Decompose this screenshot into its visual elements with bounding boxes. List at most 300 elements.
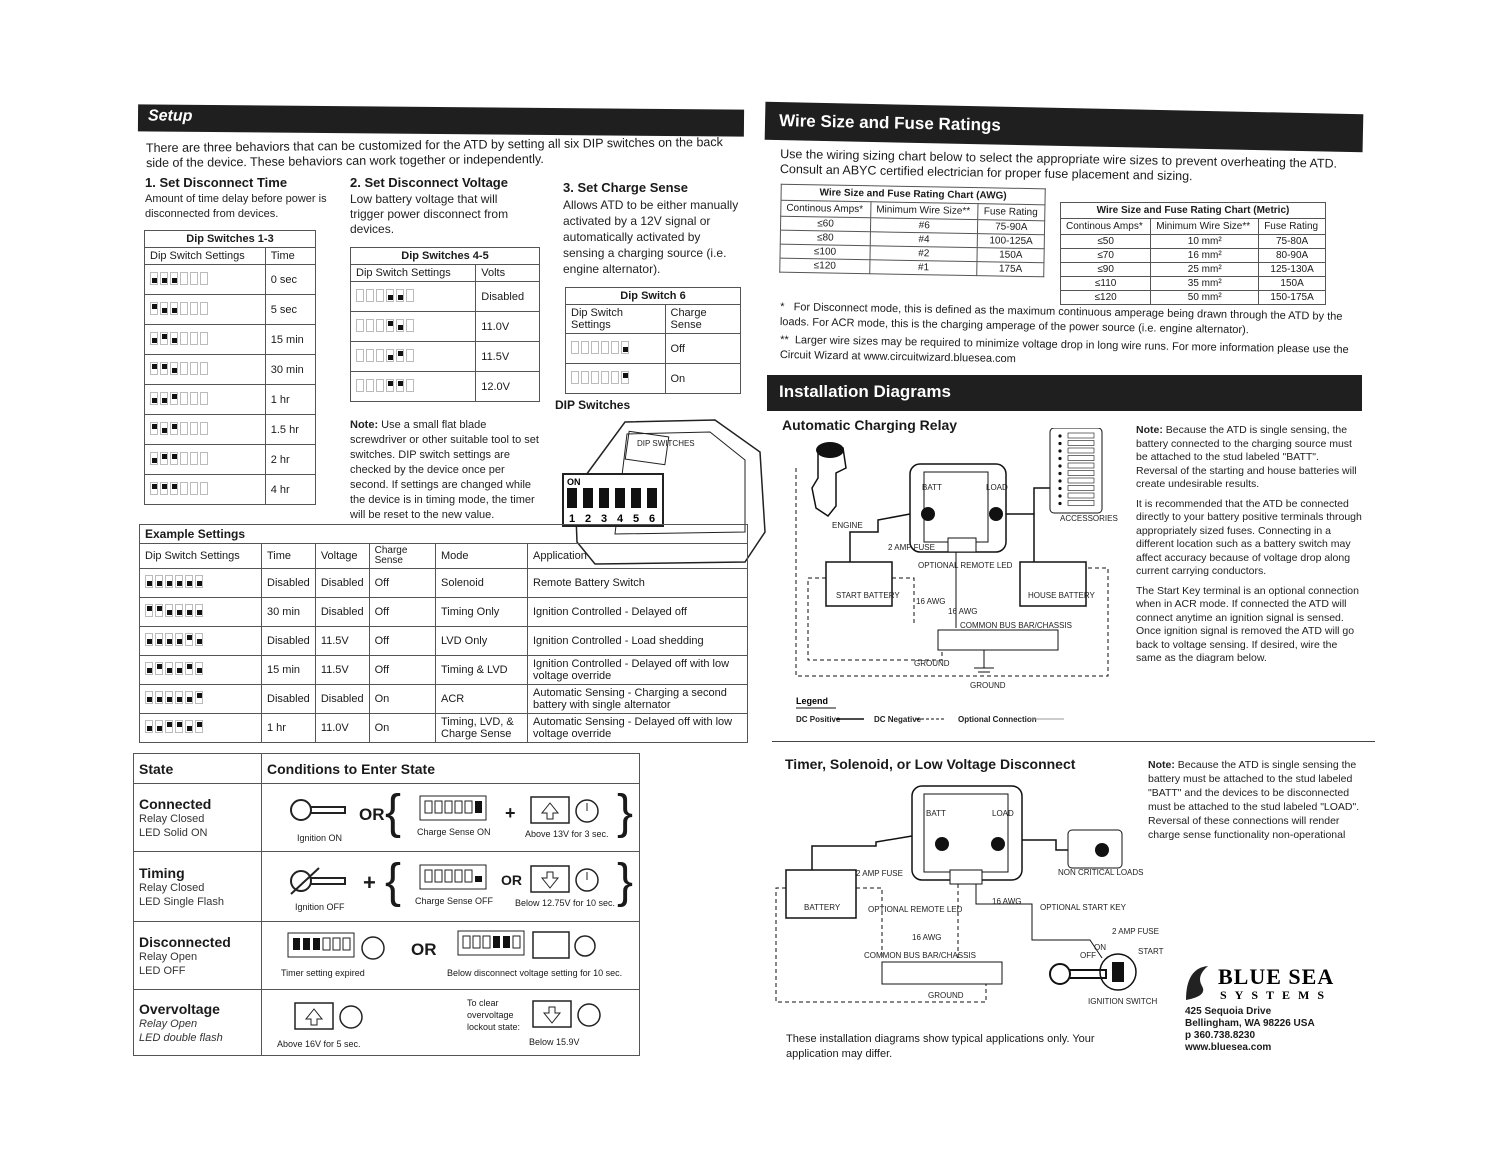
dip-switch-group [145, 662, 203, 675]
dip-switch [406, 289, 414, 302]
legend-opt: Optional Connection [958, 715, 1037, 724]
acr-diagram [788, 428, 1128, 728]
acr-load-label: LOAD [986, 483, 1008, 492]
wire-title-bar [765, 102, 1364, 153]
state-timing-name: Timing [139, 864, 185, 881]
dip-switch [180, 452, 188, 465]
timer-diagram [772, 780, 1167, 1010]
dip-switch [386, 319, 394, 332]
table-cell: Disabled [315, 569, 369, 598]
table-row [145, 445, 316, 475]
table-row [351, 342, 540, 372]
setup-intro: There are three behaviors that can be customized for the ATD by setting all six DIP switches on the back side of the device. These behaviors can work together or independently. [145, 135, 723, 171]
battery-label: BATTERY [804, 903, 841, 912]
table-cell: 12.0V [476, 372, 540, 402]
dip-switch [621, 341, 629, 354]
table-cell: Off [665, 334, 741, 364]
table-cell: 150A [1259, 277, 1326, 291]
acr-fuse-label: 2 AMP FUSE [888, 543, 935, 552]
dip-switch [160, 452, 168, 465]
dip-switch [376, 319, 384, 332]
table-cell: 11.5V [476, 342, 540, 372]
dip-switch [356, 289, 364, 302]
atd-device-icon-2 [912, 786, 1022, 884]
table-cell: 150A [977, 248, 1044, 263]
example-settings-table [139, 524, 748, 743]
dip-switch [160, 362, 168, 375]
dip-switch [195, 633, 203, 646]
phone: p 360.738.8230 [1185, 1030, 1256, 1041]
acr-notes [1136, 424, 1362, 666]
table-row [351, 282, 540, 312]
dip-switch [376, 289, 384, 302]
timer-awg16-label-1: 16 AWG [912, 933, 942, 942]
dip-switch [165, 691, 173, 704]
battery-up-icon [529, 791, 601, 827]
dip-switch [180, 482, 188, 495]
table-cell: ≤120 [780, 258, 870, 274]
dip-switch [150, 362, 158, 375]
table-cell: Solenoid [436, 569, 528, 598]
dip-switch [366, 319, 374, 332]
cond-charge-sense-off: Charge Sense OFF [415, 895, 494, 906]
dip-number: 1 [569, 513, 576, 525]
table-row [351, 312, 540, 342]
dip-switch [160, 272, 168, 285]
table-cell: 125-130A [1259, 263, 1326, 277]
table-cell: On [369, 714, 435, 743]
acr-note-1: Because the ATD is single sensing, the battery connected to the charging source must be attached to the stud labeled "BATT". Reversal of the starting and house batteries will create undesirable results. [1136, 424, 1357, 490]
table-cell: Off [369, 656, 435, 685]
col-header: Charge Sense [369, 544, 435, 569]
table-cell: Disabled [262, 569, 316, 598]
col-header: Mode [436, 544, 528, 569]
battery-up-icon-2 [293, 997, 369, 1033]
disconnect-voltage-desc: Low battery voltage that will trigger power disconnect from devices. [350, 192, 509, 236]
dip-icon [419, 795, 489, 823]
panel-led [1058, 502, 1061, 505]
table-cell: 80-90A [1259, 249, 1326, 263]
table-cell: Timing, LVD, & Charge Sense [436, 714, 528, 743]
cond-above-16v: Above 16V for 5 sec. [277, 1038, 361, 1049]
table-cell: 11.0V [315, 714, 369, 743]
dip-switch [145, 633, 153, 646]
dip-switch [155, 662, 163, 675]
table-cell: ≤60 [780, 216, 870, 232]
state-connected [134, 784, 262, 852]
dip-switch-group [150, 362, 208, 375]
col-header: Time [265, 248, 315, 265]
table-cell: Remote Battery Switch [528, 569, 748, 598]
acr-led-label: OPTIONAL REMOTE LED [918, 561, 1013, 570]
table-cell: 30 min [265, 355, 315, 385]
brace-open: { [385, 785, 402, 839]
dip-switch [170, 422, 178, 435]
table-row [140, 627, 748, 656]
table-cell: ≤80 [780, 230, 870, 246]
dip-switches-1-3-table [144, 230, 316, 505]
engine-label: ENGINE [832, 521, 863, 530]
table-cell: 1.5 hr [265, 415, 315, 445]
acr-note-3: The Start Key terminal is an optional connection when in ACR mode. If connected the ATD will connect anytime an ignition signal is sensed. Once ignition signal is removed the ATD will go back to voltage sensing. If desired, wire the same as the diagram below. [1136, 584, 1359, 664]
plus-text-2: + [363, 869, 376, 895]
logo-line1: BLUE SEA [1218, 964, 1335, 989]
dip-switch [155, 691, 163, 704]
table-cell: Automatic Sensing - Delayed off with low voltage override [528, 714, 748, 743]
timer-note-label: Note: [1148, 759, 1175, 771]
timer-fuse-label: 2 AMP FUSE [856, 869, 903, 878]
col-header: Voltage [315, 544, 369, 569]
table-cell: ≤100 [780, 244, 870, 260]
state-disconnected-sub2: LED OFF [139, 964, 186, 977]
dip-switch [190, 482, 198, 495]
table-row [145, 355, 316, 385]
dip-switch [165, 575, 173, 588]
dip-switch [571, 371, 579, 384]
dip-switch [180, 332, 188, 345]
footnote-2-text: Larger wire sizes may be required to minimize voltage drop in long wire runs. For more information please use the Circuit Wizard at www.circuitwizard.bluesea.com [779, 334, 1349, 366]
dip-switch [185, 604, 193, 617]
dip-switch [165, 633, 173, 646]
state-disconnected-sub1: Relay Open [139, 950, 198, 963]
table-cell: 150-175A [1259, 291, 1326, 305]
table-cell: Off [369, 627, 435, 656]
dip-switch-group [145, 575, 203, 588]
table-cell: 25 mm² [1151, 263, 1259, 277]
dip-switch-group [150, 452, 208, 465]
disconnect-time-desc: Amount of time delay before power is disconnected from devices. [145, 193, 327, 220]
accessories-label: ACCESSORIES [1060, 514, 1118, 523]
section-divider [772, 741, 1375, 742]
acr-title: Automatic Charging Relay [782, 417, 958, 433]
brace-close-2: } [617, 854, 634, 908]
table-cell: #1 [870, 260, 978, 276]
dip-switch [366, 289, 374, 302]
dip-switch [200, 272, 208, 285]
col-header: Dip Switch Settings [145, 248, 266, 265]
dip-switch-group [145, 691, 203, 704]
table-title: Wire Size and Fuse Rating Chart (Metric) [1061, 203, 1326, 219]
accessories-panel-icon [1050, 428, 1102, 513]
device-dip-label: DIP SWITCHES [637, 439, 695, 448]
footnote-2 [780, 333, 1350, 373]
table-row [140, 685, 748, 714]
dip-switch [180, 272, 188, 285]
dip-switch [145, 662, 153, 675]
dip-switch-group [150, 422, 208, 435]
awg-table [779, 184, 1046, 278]
brace-close: } [617, 785, 634, 839]
table-row [351, 372, 540, 402]
acr-note-label: Note: [1136, 424, 1163, 436]
charge-sense-heading: 3. Set Charge Sense [563, 180, 688, 195]
brace-open-2: { [385, 854, 402, 908]
dip-switches-4-5-table [350, 247, 540, 402]
footnote-1-mark: * [780, 301, 785, 314]
device-on-label: ON [567, 477, 581, 487]
table-cell: On [369, 685, 435, 714]
dip-icon-2 [419, 864, 489, 892]
dip-switch [591, 341, 599, 354]
dip-switch [185, 633, 193, 646]
dip-switch [175, 720, 183, 733]
dip-switch [180, 362, 188, 375]
dip-switch [601, 341, 609, 354]
table-cell: ≤90 [1061, 263, 1151, 277]
cond-below-159v: Below 15.9V [529, 1036, 580, 1047]
state-overvoltage-name: Overvoltage [139, 1000, 220, 1017]
table-cell: #2 [870, 246, 978, 262]
table-row [145, 265, 316, 295]
dip-switch [200, 422, 208, 435]
timer-dip-icon [287, 932, 387, 964]
table-cell: 5 sec [265, 295, 315, 325]
col-header: Time [262, 544, 316, 569]
dip-switch [406, 379, 414, 392]
timer-fuse-label-2: 2 AMP FUSE [1112, 927, 1159, 936]
table-cell: 15 min [262, 656, 316, 685]
table-cell: 4 hr [265, 475, 315, 505]
table-cell: 0 sec [265, 265, 315, 295]
dip-switch [195, 604, 203, 617]
table-row [145, 385, 316, 415]
table-row [1061, 235, 1326, 249]
dip-switch [591, 371, 599, 384]
dip-switch [200, 482, 208, 495]
table-cell: 11.5V [315, 656, 369, 685]
dip-switch [175, 604, 183, 617]
table-cell: Disabled [315, 598, 369, 627]
dip-switch [185, 720, 193, 733]
dip-switch [170, 272, 178, 285]
col-header: Minimum Wire Size** [1151, 219, 1259, 235]
cond-clear-lockout: To clear overvoltage lockout state: [467, 997, 521, 1032]
cond-below-1275v: Below 12.75V for 10 sec. [515, 897, 616, 908]
table-row [140, 656, 748, 685]
dip-switch [180, 392, 188, 405]
state-overvoltage [134, 990, 262, 1056]
state-disconnected-name: Disconnected [139, 933, 231, 950]
cond-timer-expired: Timer setting expired [281, 967, 365, 978]
dip-number: 6 [649, 513, 656, 525]
ground-icon [974, 650, 994, 672]
dip-number: 5 [633, 513, 640, 525]
table-cell: Ignition Controlled - Delayed off with low voltage override [528, 656, 748, 685]
panel-led [1058, 457, 1061, 460]
table-cell: On [665, 364, 741, 394]
table-cell: 100-125A [978, 234, 1045, 249]
table-row [145, 415, 316, 445]
bus-bar-icon-2 [882, 962, 1002, 984]
switch-start-label: START [1138, 947, 1164, 956]
key-off-icon [289, 866, 349, 896]
dip-switch [366, 379, 374, 392]
dip-switch [195, 662, 203, 675]
dip-switch [155, 720, 163, 733]
dip-switch [356, 349, 364, 362]
logo-line2: SYSTEMS [1220, 988, 1333, 1002]
table-cell: Disabled [476, 282, 540, 312]
bus-bar-icon [938, 630, 1058, 650]
table-cell: ≤70 [1061, 249, 1151, 263]
dip-switch [386, 289, 394, 302]
dip-switch-group [145, 633, 203, 646]
dip-switch [170, 452, 178, 465]
dip-switch [376, 379, 384, 392]
table-cell: 75-80A [1259, 235, 1326, 249]
wire-intro: Use the wiring sizing chart below to select the appropriate wire sizes to prevent overheating the ATD. Consult an ABYC certified electrician for proper fuse placement and sizing. [779, 147, 1338, 184]
conditions-connected [262, 784, 640, 852]
dip-switch-group [150, 332, 208, 345]
website: www.bluesea.com [1185, 1042, 1272, 1053]
panel-led [1058, 479, 1061, 482]
non-critical-label: NON CRITICAL LOADS [1058, 868, 1144, 877]
conditions-disconnected [262, 922, 640, 990]
col-header: Dip Switch Settings [351, 265, 476, 282]
dip-switch [185, 662, 193, 675]
dip-switch [200, 332, 208, 345]
dip-switch [190, 392, 198, 405]
cond-below-disconnect: Below disconnect voltage setting for 10 sec. [447, 967, 623, 978]
table-cell: 1 hr [262, 714, 316, 743]
dip-switch [356, 319, 364, 332]
col-header: Dip Switch Settings [140, 544, 262, 569]
dip-switch-6-table [565, 287, 741, 394]
col-header: Minimum Wire Size** [871, 202, 979, 220]
dip-switch [145, 691, 153, 704]
dip-switch [165, 662, 173, 675]
table-cell: Disabled [262, 627, 316, 656]
dip-switch [145, 575, 153, 588]
switch-on-label: ON [1094, 943, 1106, 952]
dip-switch [180, 422, 188, 435]
table-row [145, 325, 316, 355]
dip-number: 3 [601, 513, 608, 525]
table-cell: 2 hr [265, 445, 315, 475]
dip-switch [386, 349, 394, 362]
table-cell: Disabled [315, 685, 369, 714]
dip-switch [611, 341, 619, 354]
table-cell: 16 mm² [1151, 249, 1259, 263]
dip-switch [571, 341, 579, 354]
table-row [1061, 263, 1326, 277]
table-cell: 35 mm² [1151, 277, 1259, 291]
table-cell: Timing & LVD [436, 656, 528, 685]
footnote-1-text: For Disconnect mode, this is defined as the maximum continuous amperage being drawn through the ATD by the loads. For ACR mode, this is the charging amperage of the power source (i.e. engine alternator). [779, 301, 1343, 337]
dip-switch [396, 349, 404, 362]
table-title: Dip Switch 6 [566, 288, 741, 305]
table-cell: 75-90A [978, 220, 1045, 235]
dip-switch [150, 272, 158, 285]
state-timing-sub1: Relay Closed [139, 881, 205, 894]
table-cell: 15 min [265, 325, 315, 355]
dip-number: 4 [617, 513, 624, 525]
dip-switch [200, 362, 208, 375]
timer-title: Timer, Solenoid, or Low Voltage Disconnect [785, 756, 1076, 772]
state-overvoltage-sub1: Relay Open [139, 1017, 198, 1030]
dip-switch [170, 392, 178, 405]
dip-switch [190, 362, 198, 375]
address-line-2: Bellingham, WA 98226 USA [1185, 1018, 1315, 1029]
timer-led-label: OPTIONAL REMOTE LED [868, 905, 963, 914]
table-cell: 11.0V [476, 312, 540, 342]
dip-switch [396, 379, 404, 392]
table-cell: ≤110 [1061, 277, 1151, 291]
table-cell: ACR [436, 685, 528, 714]
dip-switch [160, 332, 168, 345]
state-timing [134, 852, 262, 922]
acr-note-2: It is recommended that the ATD be connected directly to your battery positive terminals through appropriately sized fuses. Connecting in a different location such as a battery switch may affect accuracy because of voltage drop along current carrying conductors. [1136, 497, 1362, 577]
table-cell: 175A [977, 262, 1044, 277]
dip-switch [175, 575, 183, 588]
timer-ground-label: GROUND [928, 991, 964, 1000]
dip-switch-group [571, 341, 629, 354]
table-title: Example Settings [140, 525, 748, 544]
dip-switch [611, 371, 619, 384]
dip-switch [150, 482, 158, 495]
state-table [133, 753, 640, 1056]
acr-bus-label: COMMON BUS BAR/CHASSIS [960, 621, 1073, 630]
timer-batt-label: BATT [926, 809, 946, 818]
dip-switch [621, 371, 629, 384]
table-cell: #4 [870, 232, 978, 248]
dip-switch [170, 332, 178, 345]
dip-switch [145, 720, 153, 733]
cond-charge-sense-on: Charge Sense ON [417, 826, 491, 837]
table-row [1061, 291, 1326, 305]
acr-batt-label: BATT [922, 483, 942, 492]
or-text-2: OR [501, 871, 522, 888]
table-row [140, 569, 748, 598]
dip-switch [376, 349, 384, 362]
dip-switch [160, 422, 168, 435]
dip-switch [155, 604, 163, 617]
conditions-timing [262, 852, 640, 922]
dip-switch [190, 452, 198, 465]
battery-down-icon-2 [531, 995, 607, 1031]
or-text-3: OR [411, 939, 437, 959]
dip-switch [200, 392, 208, 405]
col-header: Fuse Rating [978, 204, 1045, 221]
dip-switch [195, 720, 203, 733]
disconnect-voltage-heading: 2. Set Disconnect Voltage [350, 175, 508, 190]
table-cell: 1 hr [265, 385, 315, 415]
dip-number: 2 [585, 513, 592, 525]
dip-switch [150, 452, 158, 465]
table-cell: #6 [870, 218, 978, 234]
dip-switch [195, 691, 203, 704]
table-cell: ≤120 [1061, 291, 1151, 305]
dip-switch [356, 379, 364, 392]
state-timing-sub2: LED Single Flash [139, 895, 224, 908]
table-title: Dip Switches 1-3 [145, 231, 316, 248]
dip-switch [175, 633, 183, 646]
dip-switch-group [150, 272, 208, 285]
dip-switch [160, 302, 168, 315]
dip-switch [155, 575, 163, 588]
acr-ground-label-1: GROUND [914, 659, 950, 668]
legend-title: Legend [796, 696, 829, 706]
dip-switch-group [571, 371, 629, 384]
panel-led [1058, 472, 1061, 475]
dip-switch [170, 362, 178, 375]
dip-switch [170, 302, 178, 315]
state-connected-sub1: Relay Closed [139, 812, 205, 825]
dip-note-text: Use a small flat blade screwdriver or other suitable tool to set switches. DIP switch settings are checked by the device once per second. If settings are changed while the device is in timing mode, the timer will be reset to the new value. [350, 419, 539, 521]
table-cell: 30 min [262, 598, 316, 627]
dip-switch [581, 341, 589, 354]
address-line-1: 425 Sequoia Drive [1185, 1006, 1272, 1017]
